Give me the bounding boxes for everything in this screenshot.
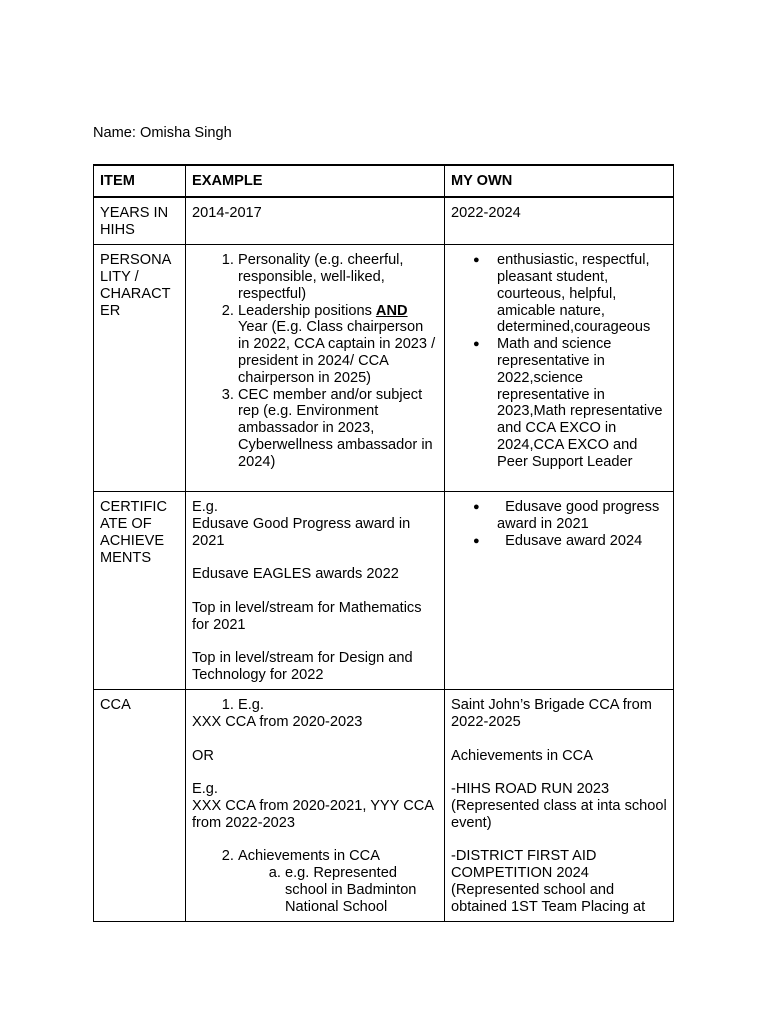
personality-mine: [445, 245, 674, 492]
certificates-item: CERTIFIC ATE OF ACHIEVE MENTS: [94, 492, 186, 690]
header-row: [94, 165, 674, 197]
list-item: ● enthusiastic, respectful, pleasant student, courteous, helpful, amicable nature, determined,courageous: [497, 252, 667, 336]
header-example: EXAMPLE: [186, 165, 445, 197]
personality-row: [94, 245, 674, 492]
list-item: ● Edusave good progress award in 2021: [497, 499, 667, 533]
cca-example: 1. E.g. XXX CCA from 2020-2023 OR E.g. XXX CCA from 2020-2021, YYY CCA from 2022-2023 2. Achievements in CCA a. e.g. Represented school in Badminton National School: [186, 690, 445, 922]
record-table: [93, 164, 674, 922]
list-item: ● Math and science representative in 2022,science representative in 2023,Math representative and CCA EXCO in 2024,CCA EXCO and Peer Support Leader: [497, 336, 667, 470]
years-item: YEARS IN HIHS: [94, 197, 186, 245]
certificates-example: E.g. Edusave Good Progress award in 2021 Edusave EAGLES awards 2022 Top in level/stream for Mathematics for 2021 Top in level/stream for Design and Technology for 2022: [186, 492, 445, 690]
years-row: [94, 197, 674, 245]
list-item: 1. Personality (e.g. cheerful, responsible, well-liked, respectful): [238, 252, 438, 302]
list-item: 3. CEC member and/or subject rep (e.g. Environment ambassador in 2023, Cyberwellness ambassador in 2024): [238, 387, 438, 471]
student-name: Name: Omisha Singh: [93, 125, 232, 141]
cca-mine: Saint John’s Brigade CCA from 2022-2025 Achievements in CCA -HIHS ROAD RUN 2023 (Represented class at inta school event) -DISTRICT FIRST AID COMPETITION 2024 (Represented school and obtained 1ST Team Placing at: [445, 690, 674, 922]
cca-row: [94, 690, 674, 922]
header-item: ITEM: [94, 165, 186, 197]
years-mine: 2022-2024: [445, 197, 674, 245]
years-example: 2014-2017: [186, 197, 445, 245]
personality-example: [186, 245, 445, 492]
certificates-mine: [445, 492, 674, 690]
personality-item: PERSONA LITY / CHARACT ER: [94, 245, 186, 492]
header-mine: MY OWN: [445, 165, 674, 197]
list-item: 2. Leadership positions AND Year (E.g. Class chairperson in 2022, CCA captain in 2023 / president in 2024/ CCA chairperson in 2025): [238, 303, 438, 387]
cca-item: CCA: [94, 690, 186, 922]
list-item: ● Edusave award 2024: [497, 533, 667, 550]
certificates-row: [94, 492, 674, 690]
